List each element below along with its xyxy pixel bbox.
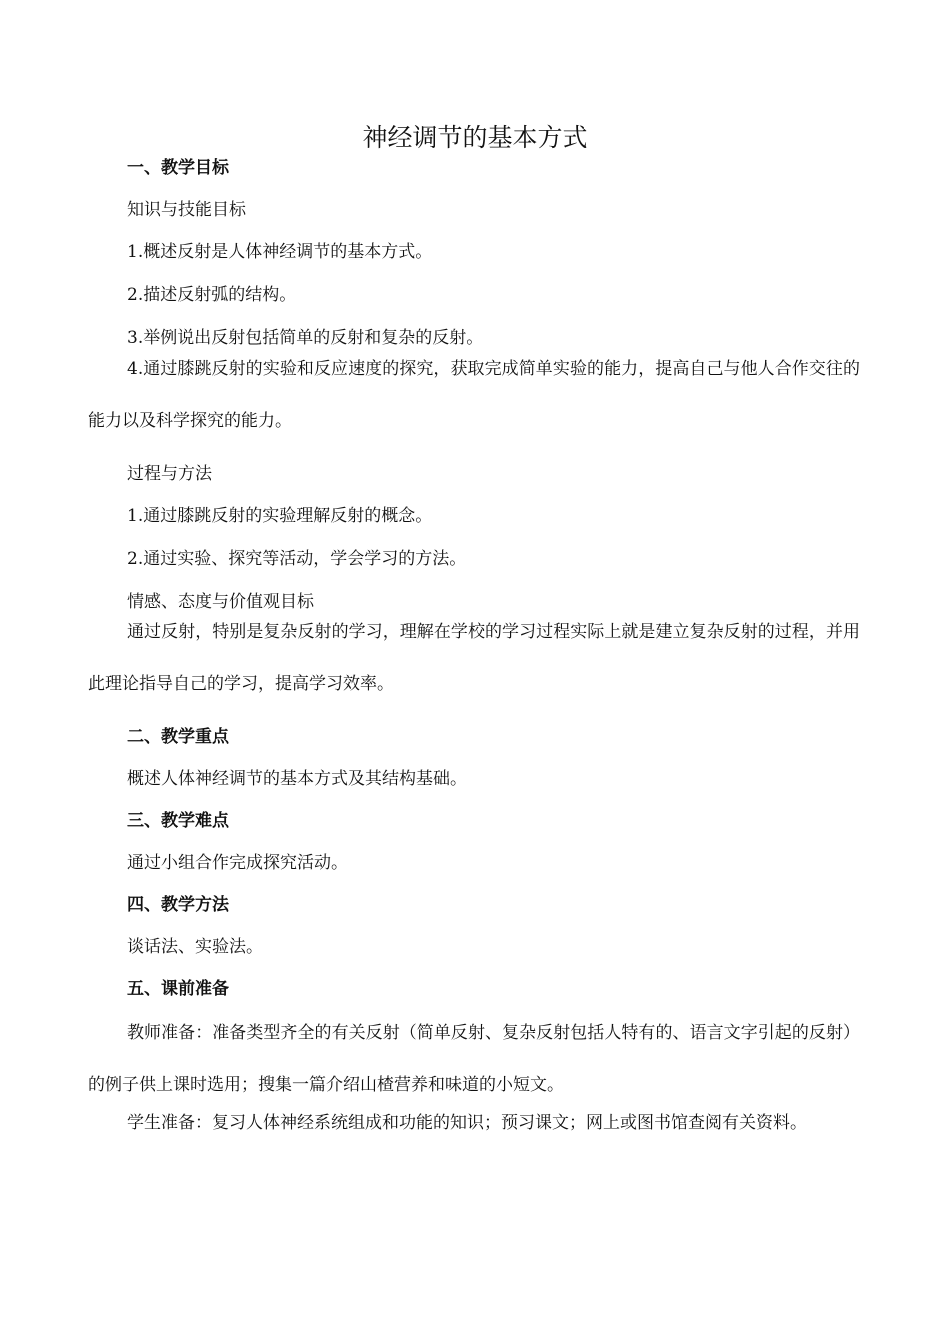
difficulties-text: 通过小组合作完成探究活动。 (127, 853, 348, 873)
student-preparation-paragraph: 学生准备：复习人体神经系统组成和功能的知识；预习课文；网上或图书馆查阅有关资料。 (127, 1113, 807, 1133)
subheading-knowledge-skills: 知识与技能目标 (127, 200, 246, 220)
subheading-process-method: 过程与方法 (127, 464, 212, 484)
section-heading-methods: 四、教学方法 (127, 895, 229, 915)
key-points-text: 概述人体神经调节的基本方式及其结构基础。 (127, 769, 467, 789)
objective-item-2: 2.描述反射弧的结构。 (127, 285, 297, 305)
objective-item-3: 3.举例说出反射包括简单的反射和复杂的反射。 (127, 328, 484, 348)
section-heading-preparation: 五、课前准备 (127, 979, 229, 999)
teacher-preparation-paragraph: 教师准备：准备类型齐全的有关反射（简单反射、复杂反射包括人特有的、语言文字引起的反射）的例子供上课时选用；搜集一篇介绍山楂营养和味道的小短文。 (88, 1023, 860, 1095)
objective-item-1: 1.概述反射是人体神经调节的基本方式。 (127, 242, 433, 262)
process-item-1: 1.通过膝跳反射的实验理解反射的概念。 (127, 506, 433, 526)
subheading-emotion-values: 情感、态度与价值观目标 (127, 592, 314, 612)
objective-item-4: 4.通过膝跳反射的实验和反应速度的探究，获取完成简单实验的能力，提高自己与他人合作交往的能力以及科学探究的能力。 (88, 359, 860, 431)
section-heading-difficulties: 三、教学难点 (127, 811, 229, 831)
emotion-values-paragraph: 通过反射，特别是复杂反射的学习，理解在学校的学习过程实际上就是建立复杂反射的过程，并用此理论指导自己的学习，提高学习效率。 (88, 622, 860, 694)
section-heading-key-points: 二、教学重点 (127, 727, 229, 747)
section-heading-objectives: 一、教学目标 (127, 158, 229, 178)
document-title: 神经调节的基本方式 (362, 123, 588, 152)
methods-text: 谈话法、实验法。 (127, 937, 263, 957)
process-item-2: 2.通过实验、探究等活动，学会学习的方法。 (127, 549, 467, 569)
